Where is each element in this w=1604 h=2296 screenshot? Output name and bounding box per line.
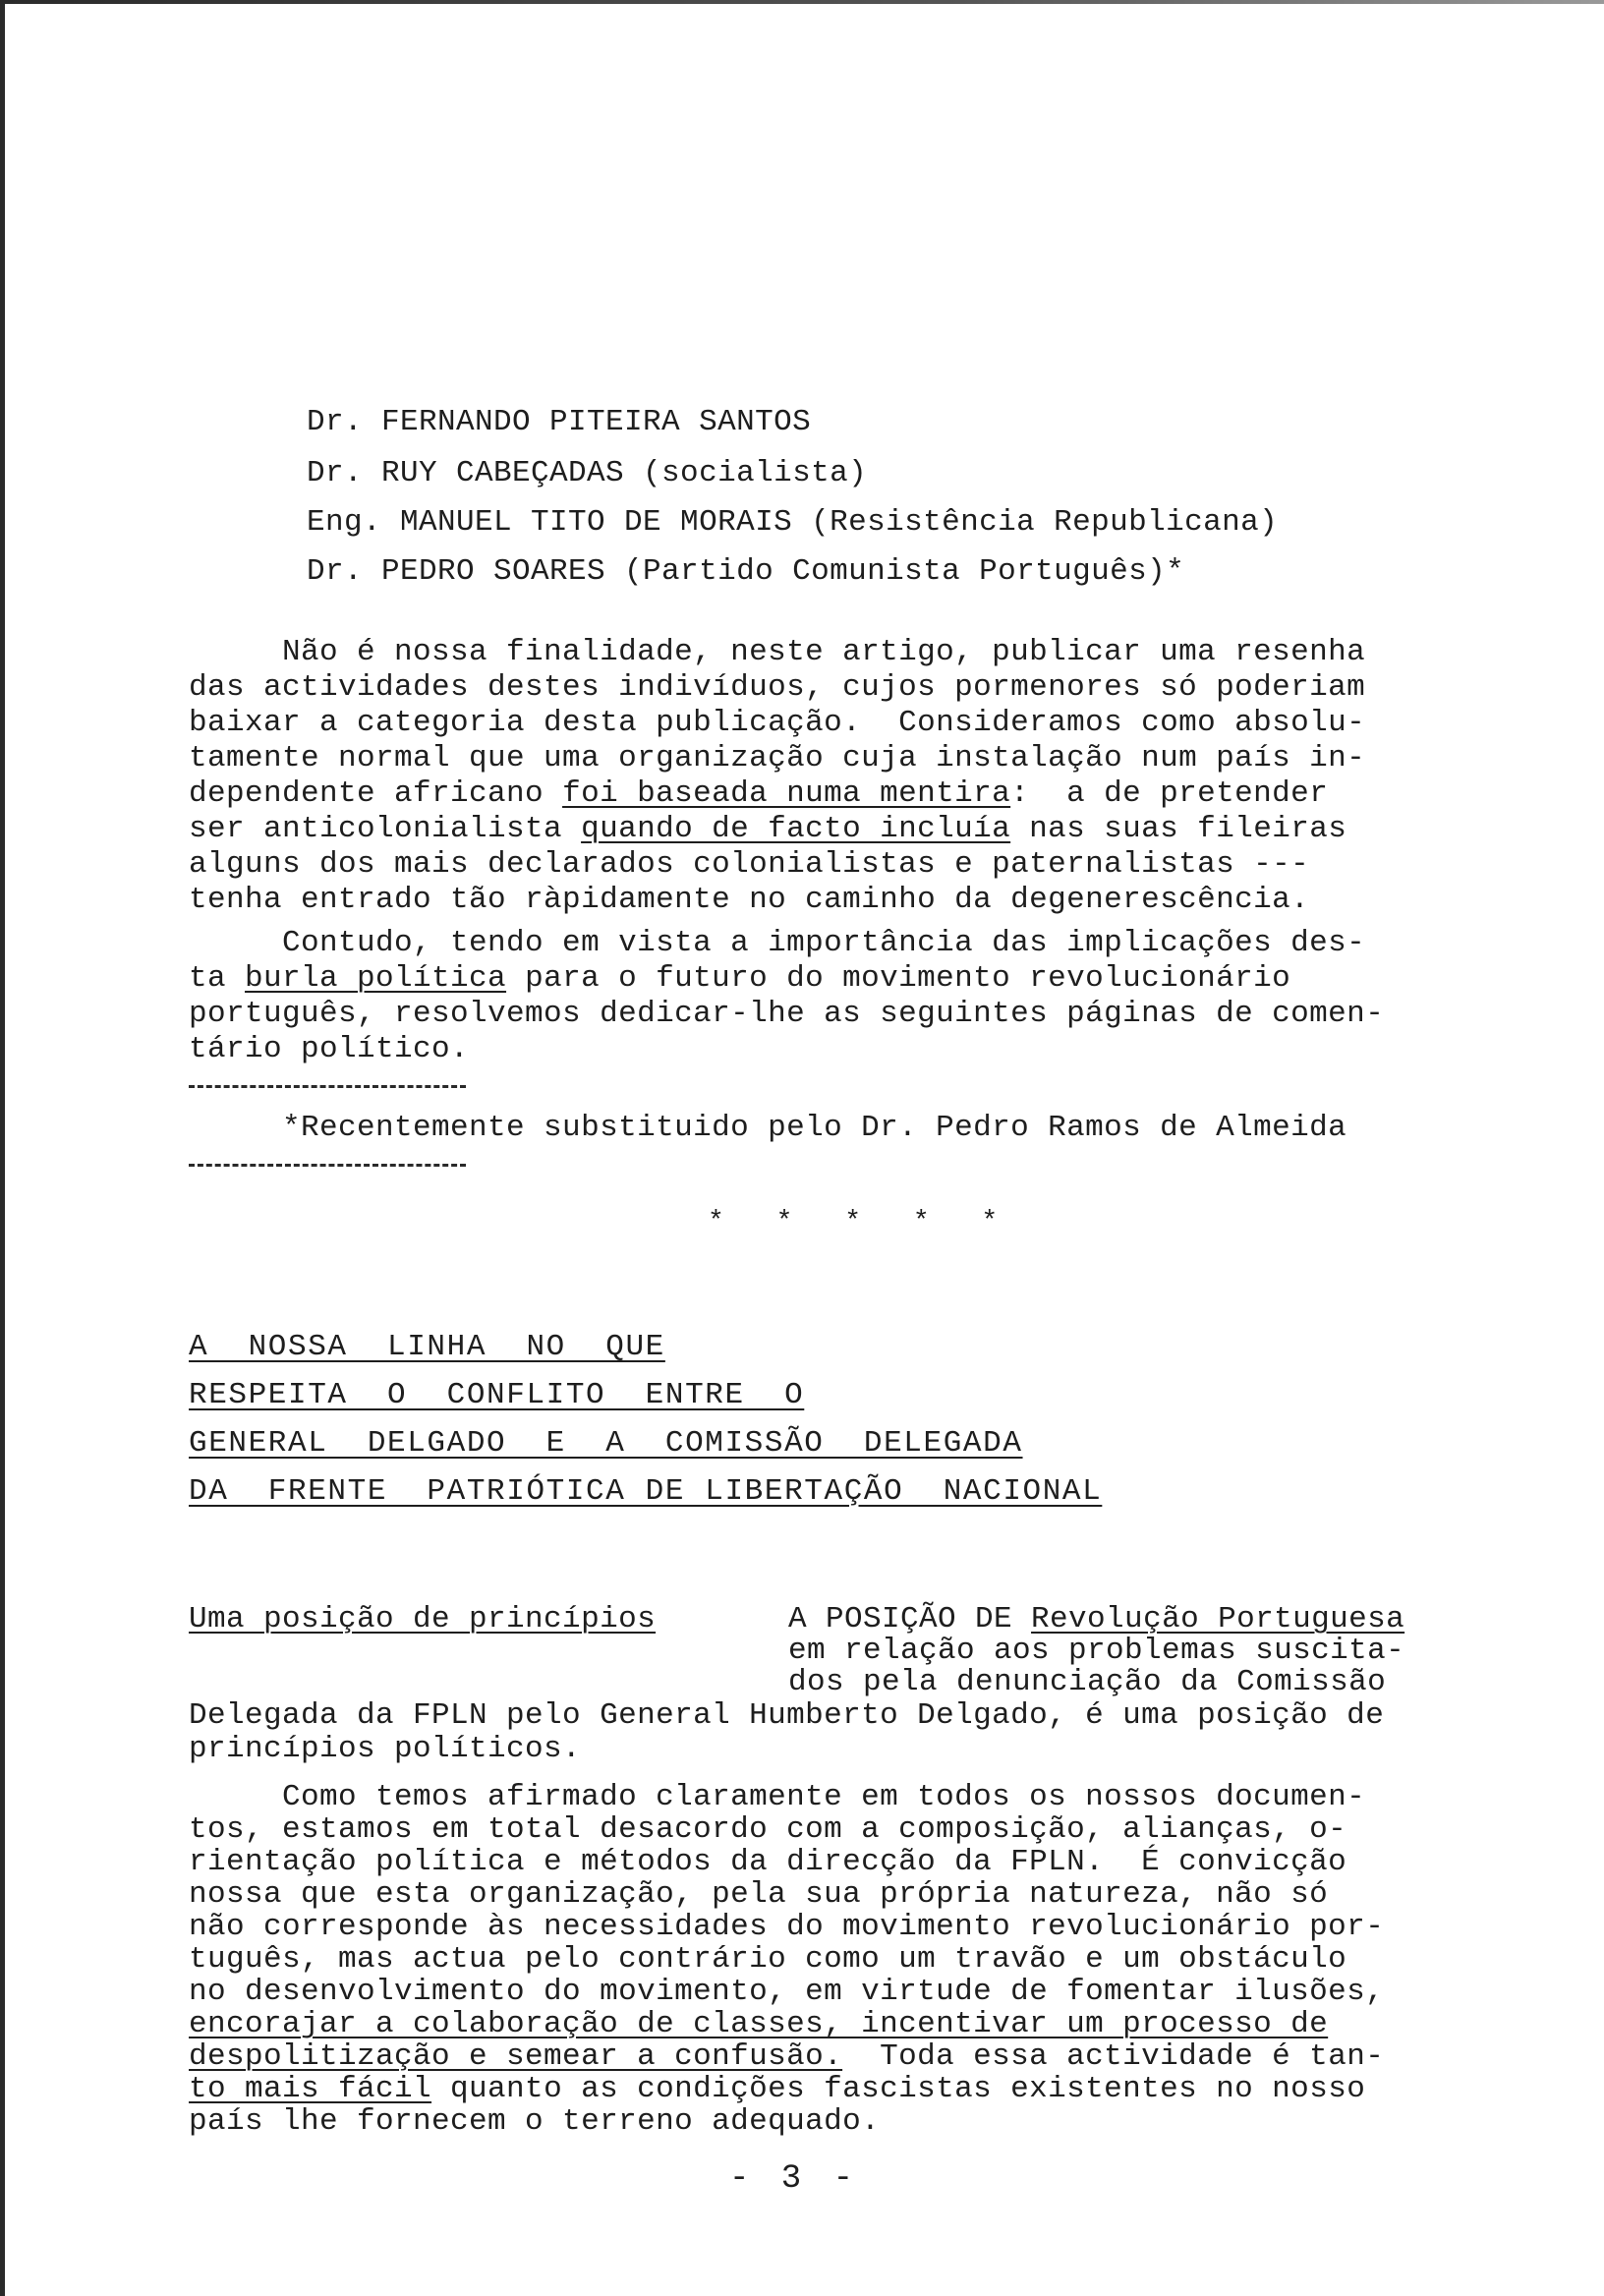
underlined-phrase: foi baseada numa mentira [562,776,1011,811]
text-line: tuguês, mas actua pelo contrário como um travão e um obstáculo [189,1942,1347,1977]
text-line: tos, estamos em total desacordo com a composição, alianças, o- [189,1812,1347,1847]
footnote-rule-bottom [189,1164,466,1167]
side-label: Uma posição de princípios [189,1602,657,1636]
text-line: tamente normal que uma organização cuja instalação num país in- [189,741,1366,775]
text-line: ta burla política para o futuro do movimento revolucionário [189,961,1291,996]
underlined-phrase: to mais fácil [189,2072,432,2106]
heading-line: DA FRENTE PATRIÓTICA DE LIBERTAÇÃO NACIONAL [189,1474,1103,1509]
paragraph-position [189,1781,1384,2138]
paragraph-context [189,926,1384,1067]
text-line: tenha entrado tão ràpidamente no caminho da degenerescência. [189,883,1310,917]
text-line: Não é nossa finalidade, neste artigo, publicar uma resenha [189,635,1366,669]
underlined-phrase: encorajar a colaboração de classes, incentivar um processo de [189,2007,1329,2041]
text-line: Contudo, tendo em vista a importância das implicações des- [189,926,1366,960]
footnote-rule-top [189,1085,466,1088]
scan-edge-top [0,0,1604,4]
section-separator: * * * * * [708,1207,1016,1237]
person-item: Dr. FERNANDO PITEIRA SANTOS [307,405,812,439]
text-line: alguns dos mais declarados colonialistas e paternalistas --- [189,847,1310,882]
text-line: português, resolvemos dedicar-lhe as seguintes páginas de comen- [189,997,1385,1031]
text-line: tário político. [189,1032,470,1066]
text-line: to mais fácil quanto as condições fascistas existentes no nosso [189,2072,1366,2106]
lead-line: Delegada da FPLN pelo General Humberto Delgado, é uma posição de [189,1698,1385,1733]
publication-title: Revolução Portuguesa [1031,1602,1405,1636]
heading-line: RESPEITA O CONFLITO ENTRE O [189,1378,805,1412]
text-line: dependente africano foi baseada numa mentira: a de pretender [189,776,1329,811]
text-line: rientação política e métodos da direcção da FPLN. É convicção [189,1845,1347,1879]
text-line: nossa que esta organização, pela sua própria natureza, não só [189,1877,1329,1912]
person-item: Eng. MANUEL TITO DE MORAIS (Resistência Republicana) [307,505,1279,540]
scan-edge-left [0,0,5,2296]
text-line: no desenvolvimento do movimento, em virtude de fomentar ilusões, [189,1975,1385,2009]
lead-line: em relação aos problemas suscita- [788,1634,1405,1668]
person-item: Dr. RUY CABEÇADAS (socialista) [307,456,868,490]
text-line: não corresponde às necessidades do movimento revolucionário por- [189,1910,1385,1944]
lead-line: A POSIÇÃO DE Revolução Portuguesa [788,1602,1405,1636]
underlined-phrase: burla política [245,961,507,996]
text-line: baixar a categoria desta publicação. Consideramos como absolu- [189,706,1366,740]
page-number: - 3 - [729,2160,860,2198]
lead-line: dos pela denunciação da Comissão [788,1665,1387,1699]
section-heading [189,1323,1102,1516]
heading-line: GENERAL DELGADO E A COMISSÃO DELEGADA [189,1426,1023,1461]
text-line: país lhe fornecem o terreno adequado. [189,2104,881,2139]
paragraph-intro [189,635,1365,918]
text-line: Como temos afirmado claramente em todos os nossos documen- [189,1780,1366,1814]
footnote: *Recentemente substituido pelo Dr. Pedro Ramos de Almeida [189,1111,1347,1145]
text-line: despolitização e semear a confusão. Toda essa actividade é tan- [189,2039,1385,2074]
lead-line: princípios políticos. [189,1732,582,1766]
underlined-phrase: quando de facto incluía [581,812,1011,846]
underlined-phrase: despolitização e semear a confusão. [189,2039,843,2074]
text-line: das actividades destes indivíduos, cujos pormenores só poderiam [189,670,1366,705]
text-line: ser anticolonialista quando de facto incluía nas suas fileiras [189,812,1347,846]
heading-line: A NOSSA LINHA NO QUE [189,1330,665,1364]
person-item: Dr. PEDRO SOARES (Partido Comunista Português)* [307,554,1185,589]
